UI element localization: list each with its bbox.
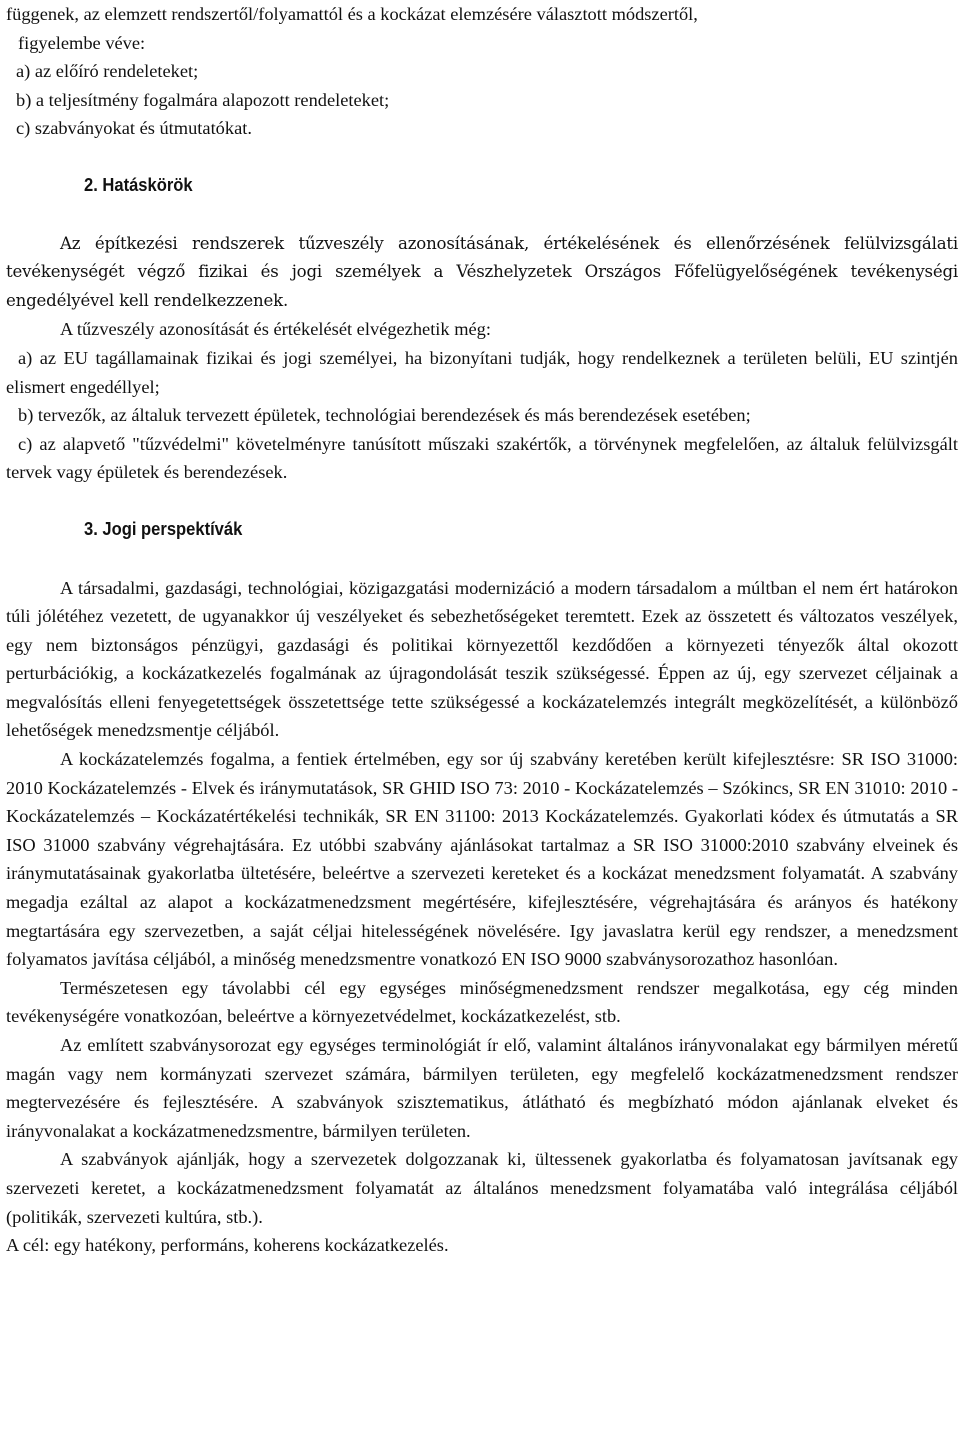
section-3-heading: 3. Jogi perspektívák — [84, 518, 243, 539]
list-item: b) tervezők, az általuk tervezett épületek, technológiai berendezések és más berendezések esetében; — [18, 405, 751, 426]
section-2-heading: 2. Hatáskörök — [84, 174, 193, 195]
section-2-paragraph: A tűzveszély azonosítását és értékelését elvégezhetik még: — [60, 319, 491, 340]
intro-line-1: függenek, az elemzett rendszertől/folyamattól és a kockázat elemzésére választott módszertől, — [6, 4, 698, 24]
list-item: a) az EU tagállamainak fizikai és jogi személyei, ha bizonyítani tudják, hogy rendelkeznek a területen belüli, EU szintjén elismert engedéllyel; — [6, 347, 958, 397]
list-item: b) a teljesítmény fogalmára alapozott rendeleteket; — [16, 89, 390, 110]
list-item: c) szabványokat és útmutatókat. — [16, 118, 252, 139]
section-3-paragraph: A cél: egy hatékony, performáns, koherens kockázatkezelés. — [6, 1235, 449, 1256]
intro-list — [6, 57, 958, 143]
intro-line-2: figyelembe véve: — [18, 32, 146, 53]
list-item: a) az előíró rendeleteket; — [16, 61, 199, 82]
section-3-paragraph: A kockázatelemzés fogalma, a fentiek értelmében, egy sor új szabvány keretében került kifejlesztésre: SR ISO 31000: 2010 Kockázatelemzés - Elvek és iránymutatások, SR GHID ISO 73: 2010 - Kockázatelemzés – Szókincs, SR EN 31010: 2010 - Kockázatelemzés – Kockázatértékelési technikák, SR EN 31100: 2013 Kockázatelemzés. Gyakorlati kódex és útmutatás a SR ISO 31000 szabvány végrehajtására. Ez utóbbi szabvány ajánlásokat tartalmaz a SR ISO 31000:2010 szabvány elveinek és iránymutatásainak gyakorlatba ültetésére, beleértve a szervezeti kereteket és a kockázat menedzsment folyamatát. A szabvány megadja ezáltal az alapot a kockázatmenedzsment megértésére, kifejlesztésére, végrehajtására és arányos és hatékony megtartására egy szervezetben, a saját céljai hitelességének növelésére. Igy javaslatra kerül egy rendszer, a menedzsment folyamatos javítása céljából, a minőség menedzsmentre vonatkozó EN ISO 9000 szabványsorozathoz hasonlóan. — [6, 749, 958, 970]
section-3-paragraph: A társadalmi, gazdasági, technológiai, közigazgatási modernizáció a modern társadalom a múltban el nem ért határokon túli jólétéhez vezetett, de ugyanakkor új veszélyeket és sebezhetőségeket teremtett. Ezek az összetett és változatos veszélyek, egy nem biztonságos pénzügyi, gazdasági és politikai környezettől kezdődően a környezeti tényezők által okozott perturbációkig, a kockázatkezelés fogalmának az újragondolását teszik szükségessé. Éppen az új, egy szervezet céljainak a megvalósítás elleni fenyegetettségek összetettsége tette szükségessé a kockázatelemzés integrált megközelítését, a különböző lehetőségek menedzsmentje céljából. — [6, 577, 958, 741]
section-3-paragraph: Természetesen egy távolabbi cél egy egységes minőségmenedzsment rendszer megalkotása, egy cég minden tevékenységére vonatkozóan, beleértve a környezetvédelmet, kockázatkezelést, stb. — [6, 977, 958, 1027]
section-3-paragraph: Az említett szabványsorozat egy egységes terminológiát ír elő, valamint általános irányvonalakat egy bármilyen méretű magán vagy nem kormányzati szervezet számára, bármilyen területen, egy megfelelő kockázatmenedzsment rendszer megtervezésére és fejlesztésére. A szabványok szisztematikus, átlátható és megbízható módon ajánlanak elveket és irányvonalakat a kockázatmenedzsmentre, bármilyen területen. — [6, 1035, 958, 1141]
section-2-paragraph: Az építkezési rendszerek tűzveszély azonosításának, értékelésének és ellenőrzésének felülvizsgálati tevékenységét végző fizikai és jogi személyek a Vészhelyzetek Országos Főfelügyelőségének tevékenységi engedélyével kell rendelkezzenek. — [6, 233, 958, 310]
list-item: c) az alapvető "tűzvédelmi" követelményre tanúsított műszaki szakértők, a törvénynek megfelelően, az általuk felülvizsgált tervek vagy épületek és berendezések. — [6, 433, 958, 483]
section-3-paragraph: A szabványok ajánlják, hogy a szervezetek dolgozzanak ki, ültessenek gyakorlatba és folyamatosan javítsanak egy szervezeti keretet, a kockázatmenedzsment folyamatát az általános menedzsment folyamatába való integrálása céljából (politikák, szervezeti kultúra, stb.). — [6, 1149, 958, 1227]
document-page — [6, 0, 958, 1260]
